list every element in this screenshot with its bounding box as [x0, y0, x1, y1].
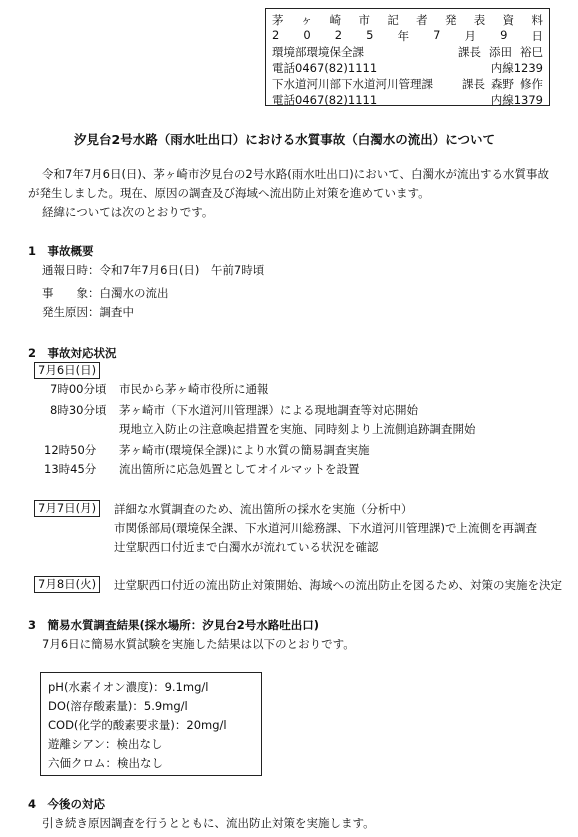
header-given-1: 裕巳	[520, 45, 543, 59]
date-box-day2: 7月7日(月)	[34, 500, 100, 517]
day3-line: 辻堂駅西口付近の流出防止対策開始、海域への流出防止を図るため、対策の実施を決定	[114, 578, 563, 592]
header-char: 発	[444, 13, 457, 27]
header-role-1: 課長	[458, 45, 481, 59]
header-char: 月	[464, 29, 477, 43]
header-line-1	[272, 12, 543, 28]
day2-line: 市関係部局(環境保全課、下水道河川総務課、下水道河川管理課)で上流側を再調査	[114, 521, 537, 535]
header-phone-2: 電話0467(82)1111	[272, 93, 378, 107]
header-char: 5	[366, 28, 374, 42]
timeline-text: 流出箇所に応急処置としてオイルマットを設置	[119, 462, 360, 476]
date-box-day1: 7月6日(日)	[34, 362, 100, 379]
header-char: 記	[387, 13, 399, 27]
timeline-text: 茅ヶ崎市(環境保全課)により水質の簡易調査実施	[119, 443, 370, 457]
result-item: pH(水素イオン濃度)：9.1mg/l	[48, 680, 209, 694]
header-line-3	[272, 44, 543, 60]
intro-line-3: 経緯については次のとおりです。	[42, 205, 214, 219]
section-1-heading: 1 事故概要	[28, 244, 94, 258]
day2-line: 辻堂駅西口付近まで白濁水が流れている状況を確認	[114, 540, 379, 554]
header-line-6	[272, 92, 543, 108]
header-role-2: 課長	[462, 77, 485, 91]
section-3-intro: 7月6日に簡易水質試験を実施した結果は以下のとおりです。	[42, 637, 355, 651]
water-quality-results-box	[40, 672, 262, 776]
header-char: 7	[433, 28, 441, 42]
header-given-2: 修作	[520, 77, 543, 91]
header-char: 0	[303, 28, 311, 42]
timeline-time: 12時50分	[44, 443, 97, 457]
timeline-text: 現地立入防止の注意喚起措置を実施、同時刻より上流側追跡調査開始	[119, 422, 476, 436]
section-1-item: 発生原因：調査中	[42, 305, 134, 319]
timeline-time: 13時45分	[44, 462, 97, 476]
result-item: 六価クロム：検出なし	[48, 756, 163, 770]
intro-line-1: 令和7年7月6日(日)、茅ヶ崎市汐見台の2号水路(雨水吐出口)において、白濁水が流出する水質事故	[42, 167, 549, 181]
header-char: 2	[334, 28, 343, 42]
section-1-item: 通報日時：令和7年7月6日(日) 午前7時頃	[42, 263, 265, 277]
section-3-heading: 3 簡易水質調査結果(採水場所：汐見台2号水路吐出口)	[28, 618, 320, 632]
header-ext-2: 内線1379	[490, 93, 543, 107]
header-dept-2: 下水道河川部下水道河川管理課	[272, 77, 433, 91]
day2-line: 詳細な水質調査のため、流出箇所の採水を実施（分析中）	[114, 502, 413, 516]
header-char: 市	[358, 13, 370, 27]
section-4-heading: 4 今後の対応	[28, 797, 106, 811]
header-surname-2: 森野	[491, 77, 514, 91]
timeline-time: 7時00分頃	[50, 382, 107, 396]
section-4-text: 引き続き原因調査を行うとともに、流出防止対策を実施します。	[42, 816, 375, 830]
timeline-text: 茅ヶ崎市（下水道河川管理課）による現地調査等対応開始	[119, 403, 418, 417]
header-phone-1: 電話0467(82)1111	[272, 61, 378, 75]
header-char: 表	[473, 13, 486, 27]
section-1-item: 事 象：白濁水の流出	[42, 286, 169, 300]
header-line-4	[272, 60, 543, 76]
header-char: ヶ	[300, 13, 313, 27]
result-item: COD(化学的酸素要求量)：20mg/l	[48, 718, 227, 732]
header-char: 2	[272, 28, 280, 42]
date-box-day3: 7月8日(火)	[34, 576, 100, 593]
intro-line-2: が発生しました。現在、原因の調査及び海域へ流出防止対策を進めています。	[28, 186, 430, 200]
section-2-heading: 2 事故対応状況	[28, 346, 117, 360]
header-dept-1: 環境部環境保全課	[272, 45, 364, 59]
header-char: 者	[416, 13, 428, 27]
result-item: DO(溶存酸素量)：5.9mg/l	[48, 699, 188, 713]
header-char: 茅	[272, 13, 284, 27]
press-release-header	[265, 8, 550, 106]
header-line-5	[272, 76, 543, 92]
header-char: 年	[397, 29, 410, 43]
header-char: 資	[502, 13, 515, 27]
header-ext-1: 内線1239	[490, 61, 543, 75]
header-line-2	[272, 28, 543, 44]
header-char: 料	[531, 13, 543, 27]
timeline-text: 市民から茅ヶ崎市役所に通報	[119, 382, 269, 396]
result-item: 遊離シアン：検出なし	[48, 737, 163, 751]
header-char: 日	[531, 29, 543, 43]
timeline-time: 8時30分頃	[50, 403, 107, 417]
header-char: 9	[500, 28, 508, 42]
header-char: 崎	[329, 13, 342, 27]
page-title: 汐見台2号水路（雨水吐出口）における水質事故（白濁水の流出）について	[74, 132, 495, 147]
header-surname-1: 添田	[489, 45, 512, 59]
